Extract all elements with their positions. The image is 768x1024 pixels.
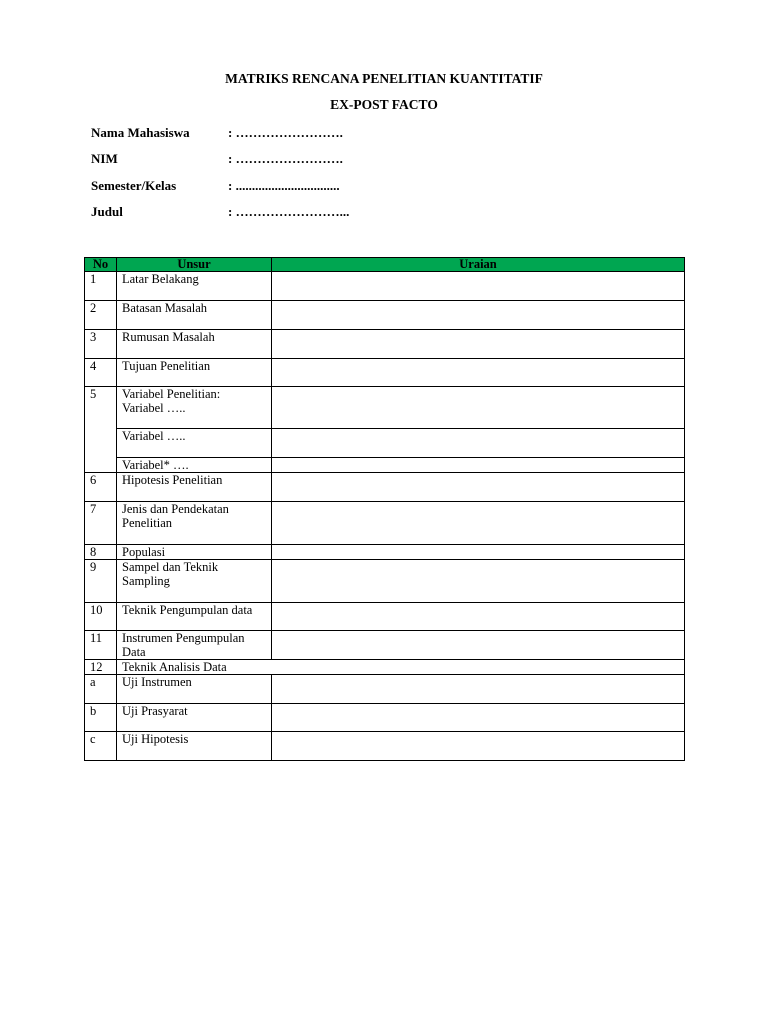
row-uraian[interactable] bbox=[272, 560, 685, 603]
row-unsur: Rumusan Masalah bbox=[117, 330, 272, 359]
row-no: 4 bbox=[85, 359, 117, 387]
row-uraian[interactable] bbox=[272, 359, 685, 387]
row-unsur: Sampel dan Teknik Sampling bbox=[117, 560, 272, 603]
row-unsur: Teknik Pengumpulan data bbox=[117, 603, 272, 631]
row-no: c bbox=[85, 732, 117, 761]
row-unsur: Populasi bbox=[117, 545, 272, 560]
row-unsur: Uji Hipotesis bbox=[117, 732, 272, 761]
table-row bbox=[85, 560, 685, 603]
header-uraian: Uraian bbox=[272, 258, 685, 272]
field-label-semester-kelas: Semester/Kelas bbox=[91, 178, 177, 193]
table-row bbox=[85, 732, 685, 761]
row-uraian[interactable] bbox=[272, 502, 685, 545]
table-row bbox=[85, 458, 685, 473]
table-row bbox=[85, 429, 685, 458]
row-no: 1 bbox=[85, 272, 117, 301]
table-row bbox=[85, 675, 685, 704]
row-no: 7 bbox=[85, 502, 117, 545]
row-uraian[interactable] bbox=[272, 473, 685, 502]
table-row bbox=[85, 660, 685, 675]
row-uraian[interactable] bbox=[272, 272, 685, 301]
row-no: 8 bbox=[85, 545, 117, 560]
table-row bbox=[85, 272, 685, 301]
field-value-judul: : ……………………... bbox=[228, 204, 350, 219]
field-label-judul: Judul bbox=[91, 204, 123, 219]
row-unsur bbox=[117, 387, 272, 429]
row-uraian[interactable] bbox=[272, 387, 685, 429]
row-uraian[interactable] bbox=[272, 330, 685, 359]
row-unsur: Uji Instrumen bbox=[117, 675, 272, 704]
row-unsur: Batasan Masalah bbox=[117, 301, 272, 330]
row-uraian[interactable] bbox=[272, 301, 685, 330]
row-no: 12 bbox=[85, 660, 117, 675]
row-uraian[interactable] bbox=[272, 429, 685, 458]
row-unsur: Instrumen Pengumpulan Data bbox=[117, 631, 272, 660]
row-no: 11 bbox=[85, 631, 117, 660]
document-subtitle: EX-POST FACTO bbox=[330, 97, 438, 112]
unsur-line: Variabel ….. bbox=[122, 401, 186, 415]
row-uraian[interactable] bbox=[272, 675, 685, 704]
field-label-nim: NIM bbox=[91, 151, 118, 166]
row-uraian[interactable] bbox=[272, 545, 685, 560]
row-no: b bbox=[85, 704, 117, 732]
row-no: 9 bbox=[85, 560, 117, 603]
table-row bbox=[85, 330, 685, 359]
row-unsur: Teknik Analisis Data bbox=[117, 660, 685, 675]
row-unsur: Jenis dan Pendekatan Penelitian bbox=[117, 502, 272, 545]
row-uraian[interactable] bbox=[272, 732, 685, 761]
research-matrix-table bbox=[84, 257, 685, 761]
row-unsur: Latar Belakang bbox=[117, 272, 272, 301]
field-value-semester-kelas: : ................................ bbox=[228, 178, 340, 193]
row-uraian[interactable] bbox=[272, 458, 685, 473]
header-no: No bbox=[85, 258, 117, 272]
row-no: 5 bbox=[85, 387, 117, 473]
table-row bbox=[85, 301, 685, 330]
table-row bbox=[85, 359, 685, 387]
row-uraian[interactable] bbox=[272, 603, 685, 631]
row-no: a bbox=[85, 675, 117, 704]
row-unsur: Variabel ….. bbox=[117, 429, 272, 458]
row-no: 10 bbox=[85, 603, 117, 631]
row-no: 3 bbox=[85, 330, 117, 359]
table-row bbox=[85, 387, 685, 429]
row-unsur: Uji Prasyarat bbox=[117, 704, 272, 732]
table-row bbox=[85, 473, 685, 502]
row-uraian[interactable] bbox=[272, 704, 685, 732]
row-no: 6 bbox=[85, 473, 117, 502]
field-value-nim: : ……………………. bbox=[228, 151, 343, 166]
table-row bbox=[85, 704, 685, 732]
row-unsur: Variabel* …. bbox=[117, 458, 272, 473]
table-row bbox=[85, 603, 685, 631]
field-label-nama-mahasiswa: Nama Mahasiswa bbox=[91, 125, 190, 140]
row-no: 2 bbox=[85, 301, 117, 330]
table-row bbox=[85, 502, 685, 545]
table-row bbox=[85, 545, 685, 560]
field-value-nama-mahasiswa: : ……………………. bbox=[228, 125, 343, 140]
row-unsur: Hipotesis Penelitian bbox=[117, 473, 272, 502]
header-unsur: Unsur bbox=[117, 258, 272, 272]
document-title: MATRIKS RENCANA PENELITIAN KUANTITATIF bbox=[225, 71, 543, 86]
row-uraian[interactable] bbox=[272, 631, 685, 660]
unsur-line: Variabel Penelitian: bbox=[122, 387, 221, 401]
table-row bbox=[85, 631, 685, 660]
row-unsur: Tujuan Penelitian bbox=[117, 359, 272, 387]
table-header-row bbox=[85, 258, 685, 272]
